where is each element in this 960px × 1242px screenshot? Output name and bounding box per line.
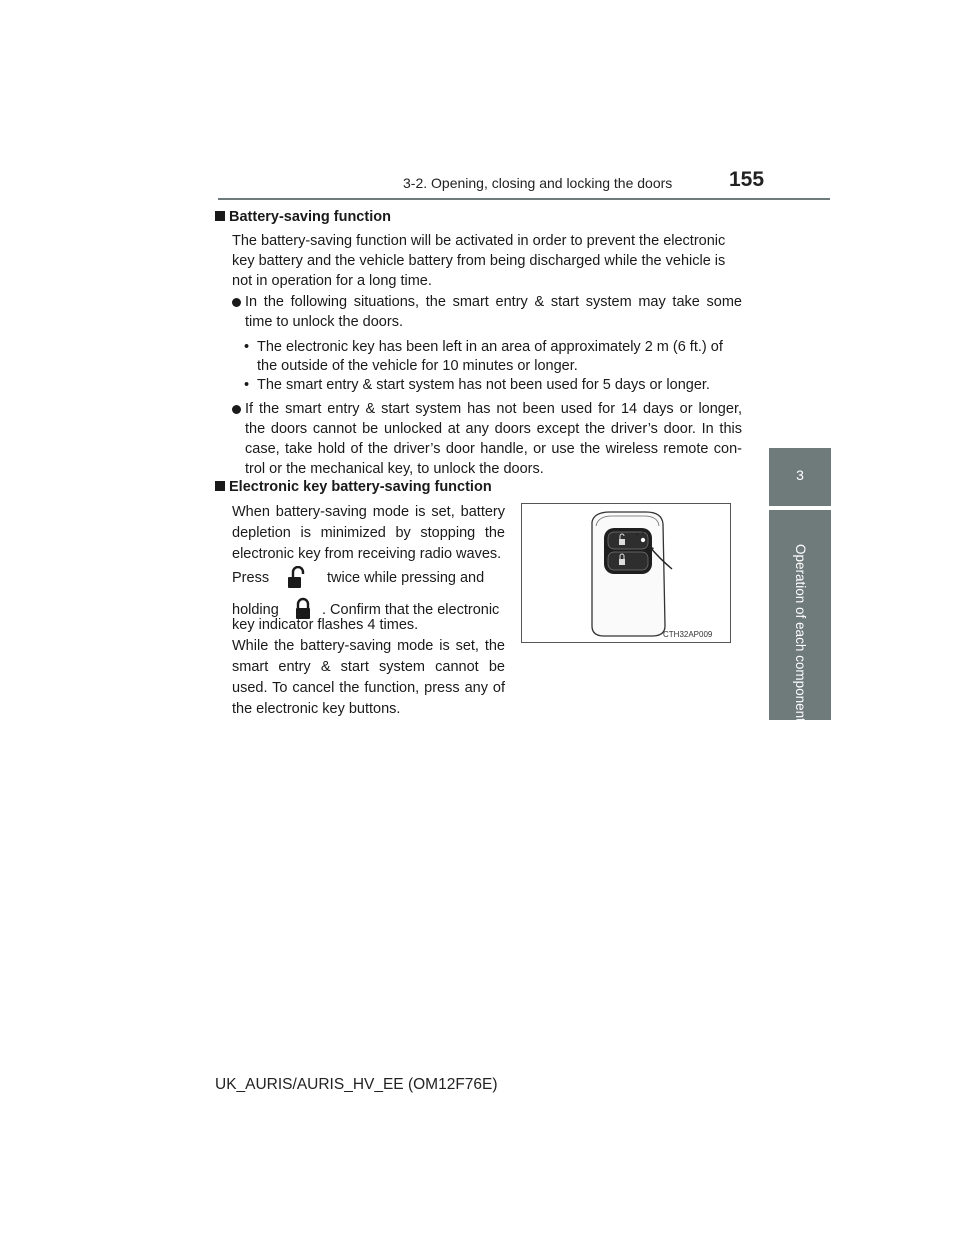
- square-bullet-icon: [215, 211, 225, 221]
- battery-saving-heading: Battery-saving function: [215, 209, 391, 225]
- chapter-number-tab: [769, 448, 831, 506]
- key-saving-para1: When battery-saving mode is set, battery depletion is minimized by stopping the electronic key from receiving radio waves.: [232, 504, 505, 562]
- sub-item-line-2: the outside of the vehicle for 10 minutes or longer.: [257, 358, 578, 374]
- holding-tail: . Confirm that the electronic: [322, 602, 500, 618]
- key-saving-para2: key indicator flashes 4 times. While the battery-saving mode is set, the smart entry & start system cannot be used. To cancel the function, press any of the electronic key buttons.: [232, 617, 505, 717]
- press-tail: twice while pressing and: [327, 570, 485, 586]
- chapter-label: Operation of each component: [793, 544, 808, 722]
- sub-item-not-used: • The smart entry & start system has not been used for 5 days or longer.: [244, 377, 710, 393]
- sub-item-left-near-vehicle: • The electronic key has been left in an area of approximately 2 m (6 ft.) of: [244, 339, 723, 355]
- chapter-number: 3: [796, 467, 804, 483]
- footer-model: UK_AURIS/AURIS_HV_EE (OM12F76E): [215, 1076, 498, 1093]
- figure-code: CTH32AP009: [663, 630, 713, 639]
- key-saving-heading: Electronic key battery-saving function: [215, 479, 492, 495]
- electronic-key-illustration: [522, 504, 730, 642]
- press-word: Press: [232, 570, 270, 586]
- bullet-not-used-14-days: If the smart entry & start system has not been used for 14 days or longer, the doors cannot be unlocked at any doors except the driver’s door. In this case, take hold of the driver’s door handle, or use the wireless remote con- trol or the mechanical key, to unlock the doors.: [245, 401, 742, 477]
- bullet-delay-unlock: In the following situations, the smart entry & start system may take some time to unlock the doors.: [245, 294, 742, 330]
- battery-saving-intro: The battery-saving function will be activated in order to prevent the electronic key battery and the vehicle battery from being discharged while the vehicle is not in operation for a long time.: [232, 233, 726, 289]
- section-title: 3-2. Opening, closing and locking the doors: [403, 175, 673, 191]
- square-bullet-icon: [215, 481, 225, 491]
- header-rule: [218, 198, 830, 200]
- round-bullet-icon: [232, 298, 241, 307]
- electronic-key-figure: [521, 503, 731, 643]
- round-bullet-icon: [232, 405, 241, 414]
- page-number: 155: [729, 168, 765, 191]
- unlock-icon: [286, 566, 306, 590]
- holding-word: holding: [232, 602, 279, 618]
